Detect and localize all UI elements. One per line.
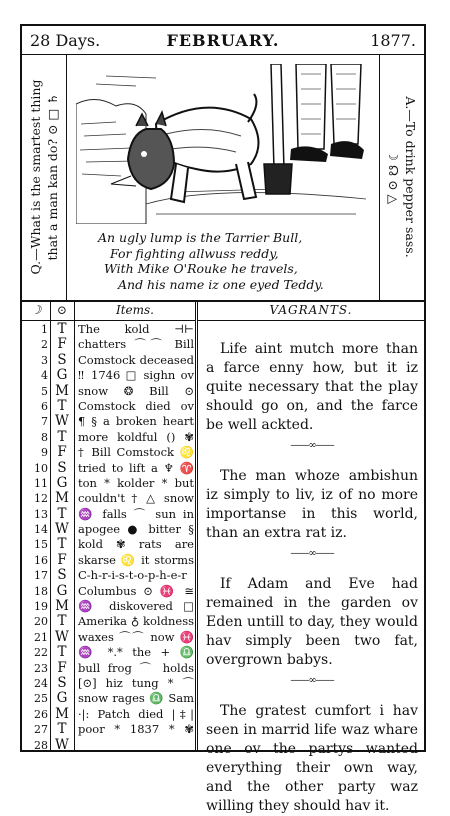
vagrant-paragraph: If Adam and Eve had remained in the garden ov Eden untill to day, they would hav simply been two fat, overgrown babys. — [206, 576, 418, 668]
day-number: 20 — [34, 615, 48, 629]
weekday-letter: G — [56, 367, 68, 384]
item-line: ♒ *.* the + ♎ — [78, 645, 194, 660]
month-title: FEBRUARY. — [166, 31, 280, 50]
ornament-divider: ——∞—— — [290, 675, 334, 686]
weekday-letter: F — [57, 551, 67, 568]
day-number: 10 — [34, 461, 48, 475]
answer-line-2: ☽ ☊ ⊙ △ — [386, 149, 401, 205]
day-number: 4 — [41, 369, 48, 383]
weekday-letter: G — [56, 582, 68, 599]
vagrant-paragraph: Life aint mutch more than a farce enny how, but it iz quite necessary that the play should go on, and the farce be well ackted. — [206, 341, 418, 433]
item-line: apogee ● bitter § — [78, 522, 194, 537]
item-line: ton * kolder * but — [78, 475, 194, 490]
day-number: 25 — [34, 692, 48, 706]
day-number: 28 — [34, 738, 48, 752]
divider — [66, 54, 67, 300]
moon-column-header: ☽ — [22, 300, 50, 321]
day-number-list — [22, 322, 48, 753]
item-line: † Bill Comstock ♌ — [78, 445, 194, 460]
item-line: waxes ⌒⌒ now ♓ — [78, 629, 194, 644]
divider — [195, 300, 198, 750]
weekday-letter: T — [57, 644, 67, 661]
item-line — [78, 738, 194, 753]
items-list — [78, 322, 194, 753]
weekday-letter: G — [56, 474, 68, 491]
weekday-letter: M — [55, 705, 69, 722]
verse-line: For fighting allwuss reddy, — [110, 245, 279, 261]
answer-column — [380, 54, 424, 300]
item-line: snow ❂ Bill ⊙ — [78, 383, 194, 398]
vagrants-column-header: VAGRANTS. — [198, 300, 424, 321]
day-number: 12 — [34, 492, 48, 506]
days-count: 28 Days. — [30, 31, 101, 50]
page-header — [22, 26, 424, 55]
vagrant-paragraph: The man whoze ambishun iz simply to liv, iz of no more importanse in this world, than an extra rat iz. — [206, 468, 418, 541]
day-number: 23 — [34, 661, 48, 675]
item-line: Comstock deceased — [78, 352, 194, 367]
weekday-letter: M — [55, 490, 69, 507]
day-number: 2 — [41, 338, 48, 352]
item-line: ♒ diskovered □ — [78, 599, 194, 614]
answer-line-1: A.—To drink pepper sass. — [403, 96, 418, 258]
weekday-letter: W — [55, 413, 69, 430]
verse-line: And his name iz one eyed Teddy. — [118, 276, 324, 292]
item-line: Columbus ⊙ ♓ ≅ — [78, 583, 194, 598]
weekday-letter: T — [57, 505, 67, 522]
answer-text — [385, 57, 419, 297]
item-line: The kold ⊣⊢ — [78, 322, 194, 336]
question-line-1: Q.—What is the smartest thing — [28, 79, 43, 275]
weekday-letter: S — [57, 459, 67, 476]
item-line: C-h-r-i-s-t-o-p-h-e-r — [78, 568, 187, 583]
top-panel — [22, 54, 424, 302]
item-line: skarse ♌ it storms — [78, 552, 194, 567]
divider — [74, 300, 75, 750]
weekday-letter: S — [57, 351, 67, 368]
weekday-letter: W — [55, 628, 69, 645]
day-number: 21 — [34, 630, 48, 644]
calendar-panel — [22, 300, 424, 814]
weekday-letter: T — [57, 397, 67, 414]
day-number: 3 — [41, 353, 48, 367]
day-number: 19 — [34, 600, 48, 614]
day-number: 1 — [41, 323, 48, 336]
items-column-header: Items. — [74, 300, 196, 321]
almanac-page — [20, 24, 426, 814]
sun-column-header: ⊙ — [50, 300, 74, 321]
item-line: snow rages ♎ Sam — [78, 691, 194, 706]
illustration-panel — [68, 54, 378, 300]
verse-line: With Mike O'Rouke he travels, — [104, 261, 298, 276]
question-column — [22, 54, 66, 300]
weekday-letter: T — [57, 536, 67, 553]
weekday-letter: T — [57, 428, 67, 445]
day-number: 16 — [34, 553, 48, 567]
item-line: Comstock died ov — [78, 398, 194, 413]
weekday-list — [52, 322, 72, 753]
day-number: 18 — [34, 584, 48, 598]
day-number: 22 — [34, 646, 48, 660]
ornament-divider: ——∞—— — [290, 548, 334, 559]
day-number: 27 — [34, 723, 48, 737]
weekday-letter: G — [56, 690, 68, 707]
item-line: couldn't † △ snow — [78, 491, 194, 506]
item-line: ‼ 1746 □ sighn ov — [78, 368, 194, 383]
day-number: 6 — [41, 399, 48, 413]
weekday-letter: F — [57, 336, 67, 353]
weekday-letter: T — [57, 613, 67, 630]
day-number: 13 — [34, 507, 48, 521]
weekday-letter: W — [55, 521, 69, 538]
day-number: 17 — [34, 569, 48, 583]
vagrant-paragraph: The gratest cumfort i hav seen in marrid life waz whare one ov the partys wanted everything their own way, and the other party waz willing they should hav it. — [206, 703, 418, 814]
question-line-2: that a man kan do? ⊙ □ ♄ — [45, 93, 60, 261]
year: 1877. — [370, 31, 416, 50]
vagrants-text — [206, 322, 418, 816]
day-number: 26 — [34, 707, 48, 721]
bulldog-illustration — [76, 64, 366, 224]
item-line: [⊙] hiz tung * ⌒ — [78, 675, 194, 690]
verse — [68, 230, 378, 292]
item-line: more koldful () ✾ — [78, 429, 194, 444]
day-number: 14 — [34, 523, 48, 537]
weekday-letter: F — [57, 659, 67, 676]
item-line: Amerika ♁ koldness — [78, 614, 194, 629]
item-line: poor * 1837 * ✾ — [78, 722, 194, 737]
day-number: 8 — [41, 430, 48, 444]
weekday-letter: F — [57, 444, 67, 461]
item-line: ¶ § a broken heart — [78, 414, 194, 429]
item-line: ♒ falls ⌒ sun in — [78, 506, 194, 521]
weekday-letter: T — [57, 321, 67, 337]
day-number: 24 — [34, 676, 48, 690]
day-number: 11 — [34, 476, 48, 490]
day-number: 7 — [41, 415, 48, 429]
day-number: 5 — [41, 384, 48, 398]
day-number: 15 — [34, 538, 48, 552]
item-line: chatters ⌒⌒ Bill — [78, 337, 194, 352]
weekday-letter: M — [55, 382, 69, 399]
question-text — [27, 57, 61, 297]
weekday-letter: W — [55, 736, 69, 753]
weekday-letter: T — [57, 721, 67, 738]
ornament-divider: ——∞—— — [290, 440, 334, 451]
day-number: 9 — [41, 446, 48, 460]
item-line: kold ✾ rats are — [78, 537, 194, 552]
weekday-letter: S — [57, 567, 67, 584]
verse-line: An ugly lump is the Tarrier Bull, — [98, 230, 303, 245]
item-line: tried to lift a ♆ ♈ — [78, 460, 194, 475]
weekday-letter: M — [55, 598, 69, 615]
item-line: ·|: Patch died |‡| — [78, 706, 194, 721]
item-line: bull frog ⌒ holds — [78, 660, 194, 675]
weekday-letter: S — [57, 674, 67, 691]
divider — [50, 300, 51, 750]
